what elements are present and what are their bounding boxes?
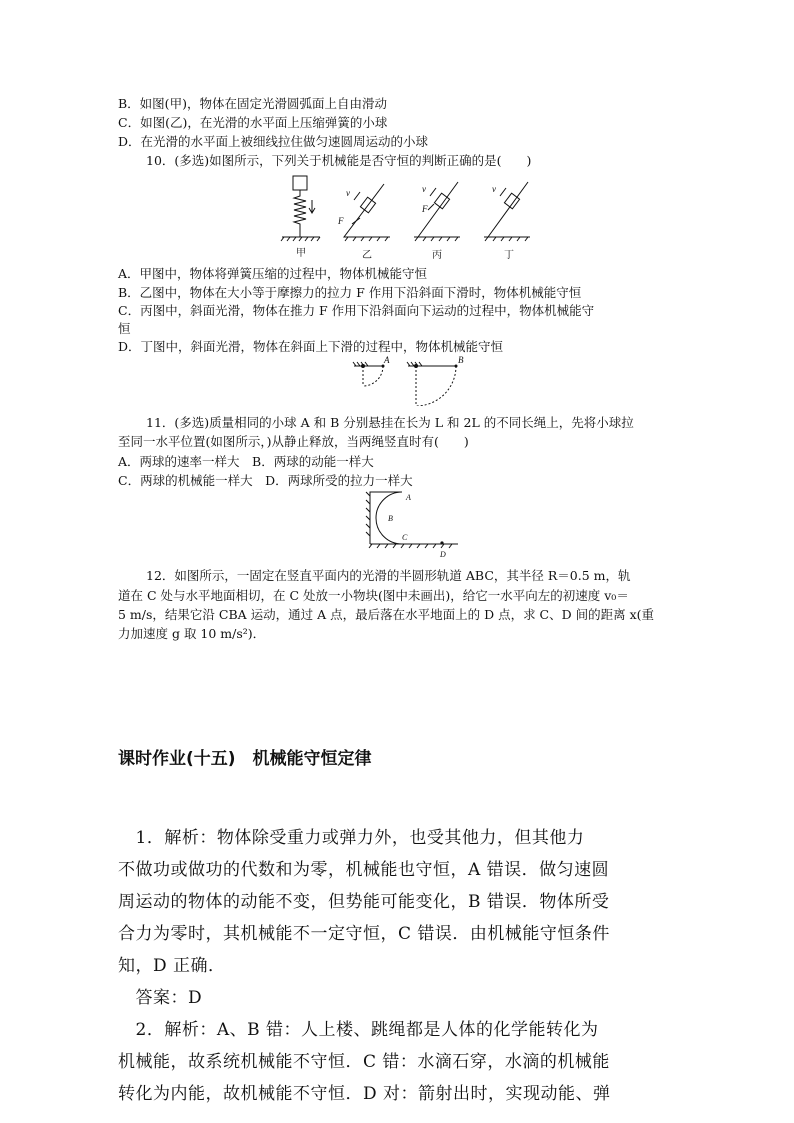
- answers-title: 课时作业(十五) 机械能守恒定律: [118, 749, 372, 769]
- label-v-yi: v: [346, 188, 350, 198]
- label-a: A: [406, 493, 411, 502]
- q12-line3: 5 m/s，结果它沿 CBA 运动，通过 A 点，最后落在水平地面上的 D 点，求 C、D 间的距离 x(重: [118, 607, 655, 622]
- answer-2-line1: 2．解析：A、B 错：人上楼、跳绳都是人体的化学能转化为: [118, 1020, 599, 1040]
- label-c: C: [402, 533, 408, 542]
- answer-1-line3: 周运动的物体的动能不变，但势能可能变化，B 错误．物体所受: [118, 892, 610, 912]
- fig-yi: [344, 184, 390, 241]
- q10-option-a: A．甲图中，物体将弹簧压缩的过程中，物体机械能守恒: [118, 266, 428, 281]
- q10-option-d: D．丁图中，斜面光滑，物体在斜面上下滑的过程中，物体机械能守恒: [118, 339, 504, 354]
- label-yi: 乙: [362, 250, 372, 261]
- label-d: D: [440, 550, 446, 559]
- q11-options-cd: C．两球的机械能一样大 D．两球所受的拉力一样大: [118, 473, 413, 488]
- label-b: B: [388, 514, 393, 523]
- answer-1-line4: 合力为零时，其机械能不一定守恒，C 错误．由机械能守恒条件: [118, 924, 610, 944]
- q9-option-d: D．在光滑的水平面上被细线拉住做匀速圆周运动的小球: [118, 134, 429, 149]
- label-v-ding: v: [492, 184, 496, 194]
- q9-option-b: B．如图(甲)，物体在固定光滑圆弧面上自由滑动: [118, 96, 387, 111]
- label-b: B: [458, 356, 464, 365]
- label-jia: 甲: [296, 248, 306, 259]
- q11-stem-line2: 至同一水平位置(如图所示，)从静止释放，当两绳竖直时有( ): [118, 434, 469, 449]
- answer-2-line2: 机械能，故系统机械能不守恒．C 错：水滴石穿，水滴的机械能: [118, 1052, 610, 1072]
- q12-line4: 力加速度 g 取 10 m/s²)．: [118, 626, 266, 641]
- label-v-bing: v: [422, 184, 426, 194]
- fig-jia: [281, 176, 320, 241]
- label-f-yi: F: [338, 216, 344, 226]
- answer-1-line2: 不做功或做功的代数和为零，机械能也守恒，A 错误．做匀速圆: [118, 860, 610, 880]
- answer-1-key: 答案：D: [118, 988, 203, 1008]
- answer-1-line5: 知，D 正确．: [118, 956, 226, 976]
- fig-bing: [414, 182, 460, 241]
- label-f-bing: F: [422, 204, 428, 214]
- answer-1-line1: 1．解析：物体除受重力或弹力外，也受其他力，但其他力: [118, 828, 585, 848]
- q11-options-ab: A．两球的速率一样大 B．两球的动能一样大: [118, 454, 374, 469]
- q12-line1: 12．如图所示，一固定在竖直平面内的光滑的半圆形轨道 ABC，其半径 R＝0.5 m，轨: [146, 568, 631, 583]
- q12-figure: [362, 488, 462, 560]
- q10-option-c: C．丙图中，斜面光滑，物体在推力 F 作用下沿斜面向下运动的过程中，物体机械能守: [118, 303, 595, 318]
- label-ding: 丁: [504, 250, 514, 261]
- q10-stem: 10．(多选)如图所示，下列关于机械能是否守恒的判断正确的是( ): [146, 153, 532, 168]
- q10-figure: [278, 170, 558, 262]
- label-a: A: [384, 356, 390, 365]
- q10-option-c-cont: 恒: [118, 321, 131, 336]
- q12-line2: 道在 C 处与水平地面相切，在 C 处放一小物块(图中未画出)，给它一水平向左的初速度 v₀＝: [118, 588, 629, 603]
- label-bing: 丙: [432, 250, 442, 261]
- fig-ding: [484, 182, 530, 241]
- q11-figure: [350, 356, 470, 406]
- q10-option-b: B．乙图中，物体在大小等于摩擦力的拉力 F 作用下沿斜面下滑时，物体机械能守恒: [118, 285, 582, 300]
- answer-2-line3: 转化为内能，故机械能不守恒．D 对：箭射出时，实现动能、弹: [118, 1084, 611, 1104]
- q11-stem-line1: 11．(多选)质量相同的小球 A 和 B 分别悬挂在长为 L 和 2L 的不同长绳上，先将小球拉: [146, 415, 634, 430]
- q9-option-c: C．如图(乙)，在光滑的水平面上压缩弹簧的小球: [118, 115, 388, 130]
